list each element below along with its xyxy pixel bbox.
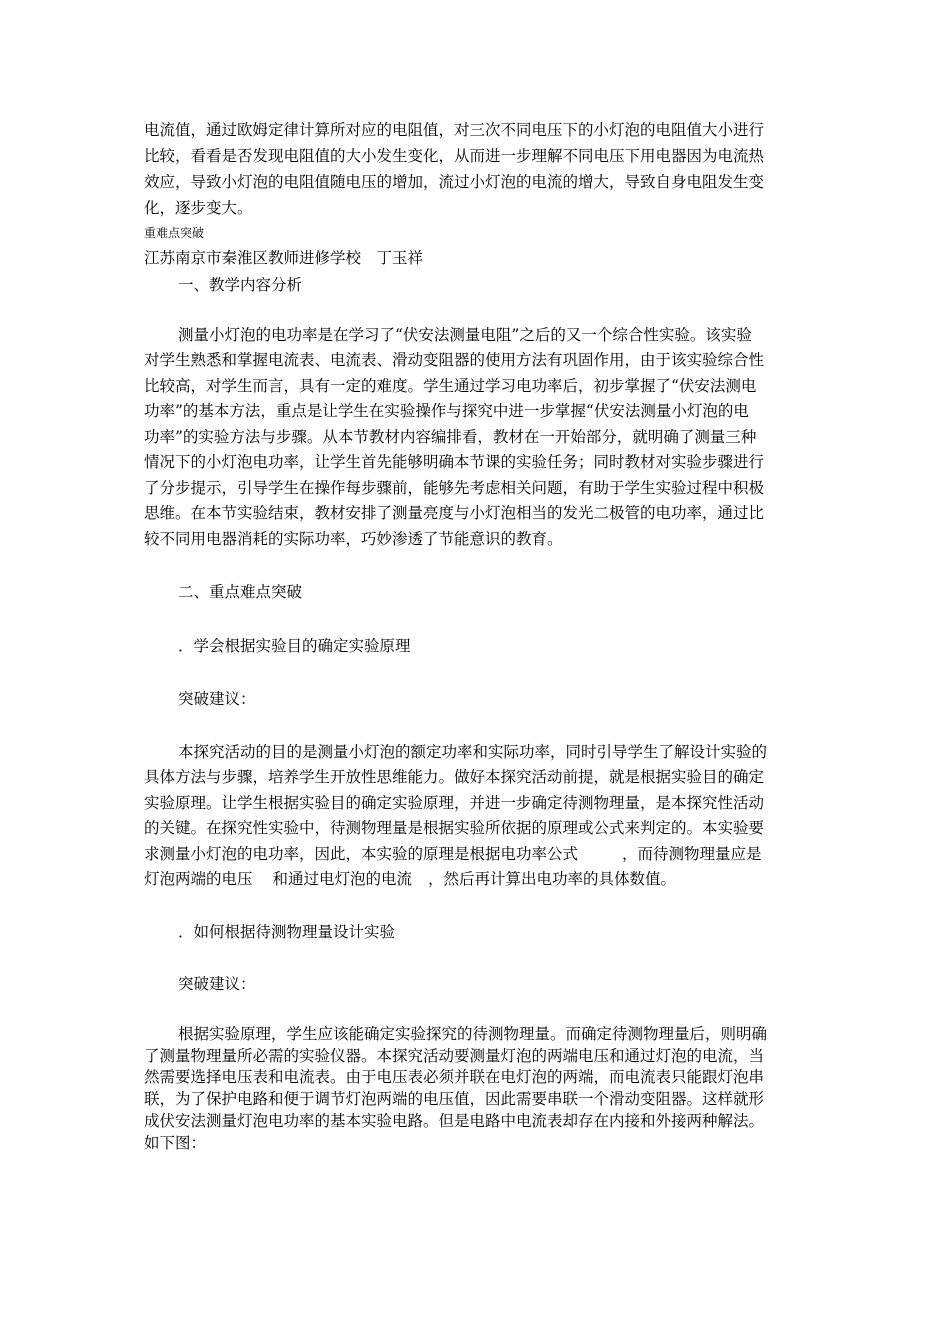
subsection-title: ．如何根据待测物理量设计实验 xyxy=(178,923,396,941)
paragraph-line: 思维。在本节实验结束，教材安排了测量亮度与小灯泡相当的发光二极管的电功率，通过比 xyxy=(144,504,765,522)
paragraph-line: 比较高，对学生而言，具有一定的难度。学生通过学习电功率后，初步掌握了“伏安法测电 xyxy=(144,377,757,395)
paragraph-line: 实验原理。让学生根据实验目的确定实验原理，并进一步确定待测物理量，是本探究性活动 xyxy=(144,794,765,812)
intro-line: 效应，导致小灯泡的电阻值随电压的增加，流过小灯泡的电流的增大，导致自身电阻发生变 xyxy=(144,173,765,191)
section-heading: 一、教学内容分析 xyxy=(178,276,303,294)
paragraph-line xyxy=(144,869,676,889)
paragraph-line: 根据实验原理，学生应该能确定实验探究的待测物理量。而确定待测物理量后，则明确 xyxy=(178,1025,768,1043)
paragraph-line: 了测量物理量所必需的实验仪器。本探究活动要测量灯泡的两端电压和通过灯泡的电流，当 xyxy=(144,1047,765,1065)
section-heading: 二、重点难点突破 xyxy=(178,583,303,601)
paragraph-line: 功率”的实验方法与步骤。从本节教材内容编排看，教材在一开始部分，就明确了测量三种 xyxy=(144,428,757,446)
paragraph-line: 测量小灯泡的电功率是在学习了“伏安法测量电阻”之后的又一个综合性实验。该实验 xyxy=(178,326,752,344)
intro-line: 比较，看看是否发现电阻值的大小发生变化，从而进一步理解不同电压下用电器因为电流热 xyxy=(144,147,765,165)
suggestion-label: 突破建议： xyxy=(178,975,256,993)
small-label: 重难点突破 xyxy=(144,226,205,240)
intro-line: 电流值，通过欧姆定律计算所对应的电阻值，对三次不同电压下的小灯泡的电阻值大小进行 xyxy=(144,121,765,139)
author-line: 江苏南京市秦淮区教师进修学校 丁玉祥 xyxy=(144,249,424,267)
text-segment: 求测量小灯泡的电功率，因此，本实验的原理是根据电功率公式 xyxy=(144,845,579,863)
text-segment: 和通过电灯泡的电流 xyxy=(272,870,413,888)
subsection-title: ．学会根据实验目的确定实验原理 xyxy=(178,637,411,655)
paragraph-line: 成伏安法测量灯泡电功率的基本实验电路。但是电路中电流表却存在内接和外接两种解法。 xyxy=(144,1112,765,1130)
text-segment: ，而待测物理量应是 xyxy=(622,845,762,863)
text-segment: 灯泡两端的电压 xyxy=(144,870,253,888)
intro-line: 化，逐步变大。 xyxy=(144,199,253,217)
paragraph-line: 情况下的小灯泡电功率，让学生首先能够明确本节课的实验任务；同时教材对实验步骤进行 xyxy=(144,453,765,471)
paragraph-line: 如下图： xyxy=(144,1134,207,1152)
paragraph-line: 对学生熟悉和掌握电流表、电流表、滑动变阻器的使用方法有巩固作用，由于该实验综合性 xyxy=(144,351,765,369)
paragraph-line: 具体方法与步骤，培养学生开放性思维能力。做好本探究活动前提，就是根据实验目的确定 xyxy=(144,768,765,786)
paragraph-line: 了分步提示，引导学生在操作每步骤前，能够先考虑相关问题，有助于学生实验过程中积极 xyxy=(144,479,765,497)
paragraph-line: 联，为了保护电路和便于调节灯泡两端的电压值，因此需要串联一个滑动变阻器。这样就形 xyxy=(144,1090,765,1108)
paragraph-line xyxy=(144,844,762,864)
text-segment: ，然后再计算出电功率的具体数值。 xyxy=(428,870,677,888)
paragraph-line: 本探究活动的目的是测量小灯泡的额定功率和实际功率，同时引导学生了解设计实验的 xyxy=(178,743,768,761)
paragraph-line: 的关键。在探究性实验中，待测物理量是根据实验所依据的原理或公式来判定的。本实验要 xyxy=(144,819,765,837)
paragraph-line: 功率”的基本方法，重点是让学生在实验操作与探究中进一步掌握“伏安法测量小灯泡的电 xyxy=(144,402,749,420)
paragraph-line: 然需要选择电压表和电流表。由于电压表必须并联在电灯泡的两端，而电流表只能跟灯泡串 xyxy=(144,1068,765,1086)
paragraph-line: 较不同用电器消耗的实际功率，巧妙渗透了节能意识的教育。 xyxy=(144,530,563,548)
suggestion-label: 突破建议： xyxy=(178,690,256,708)
